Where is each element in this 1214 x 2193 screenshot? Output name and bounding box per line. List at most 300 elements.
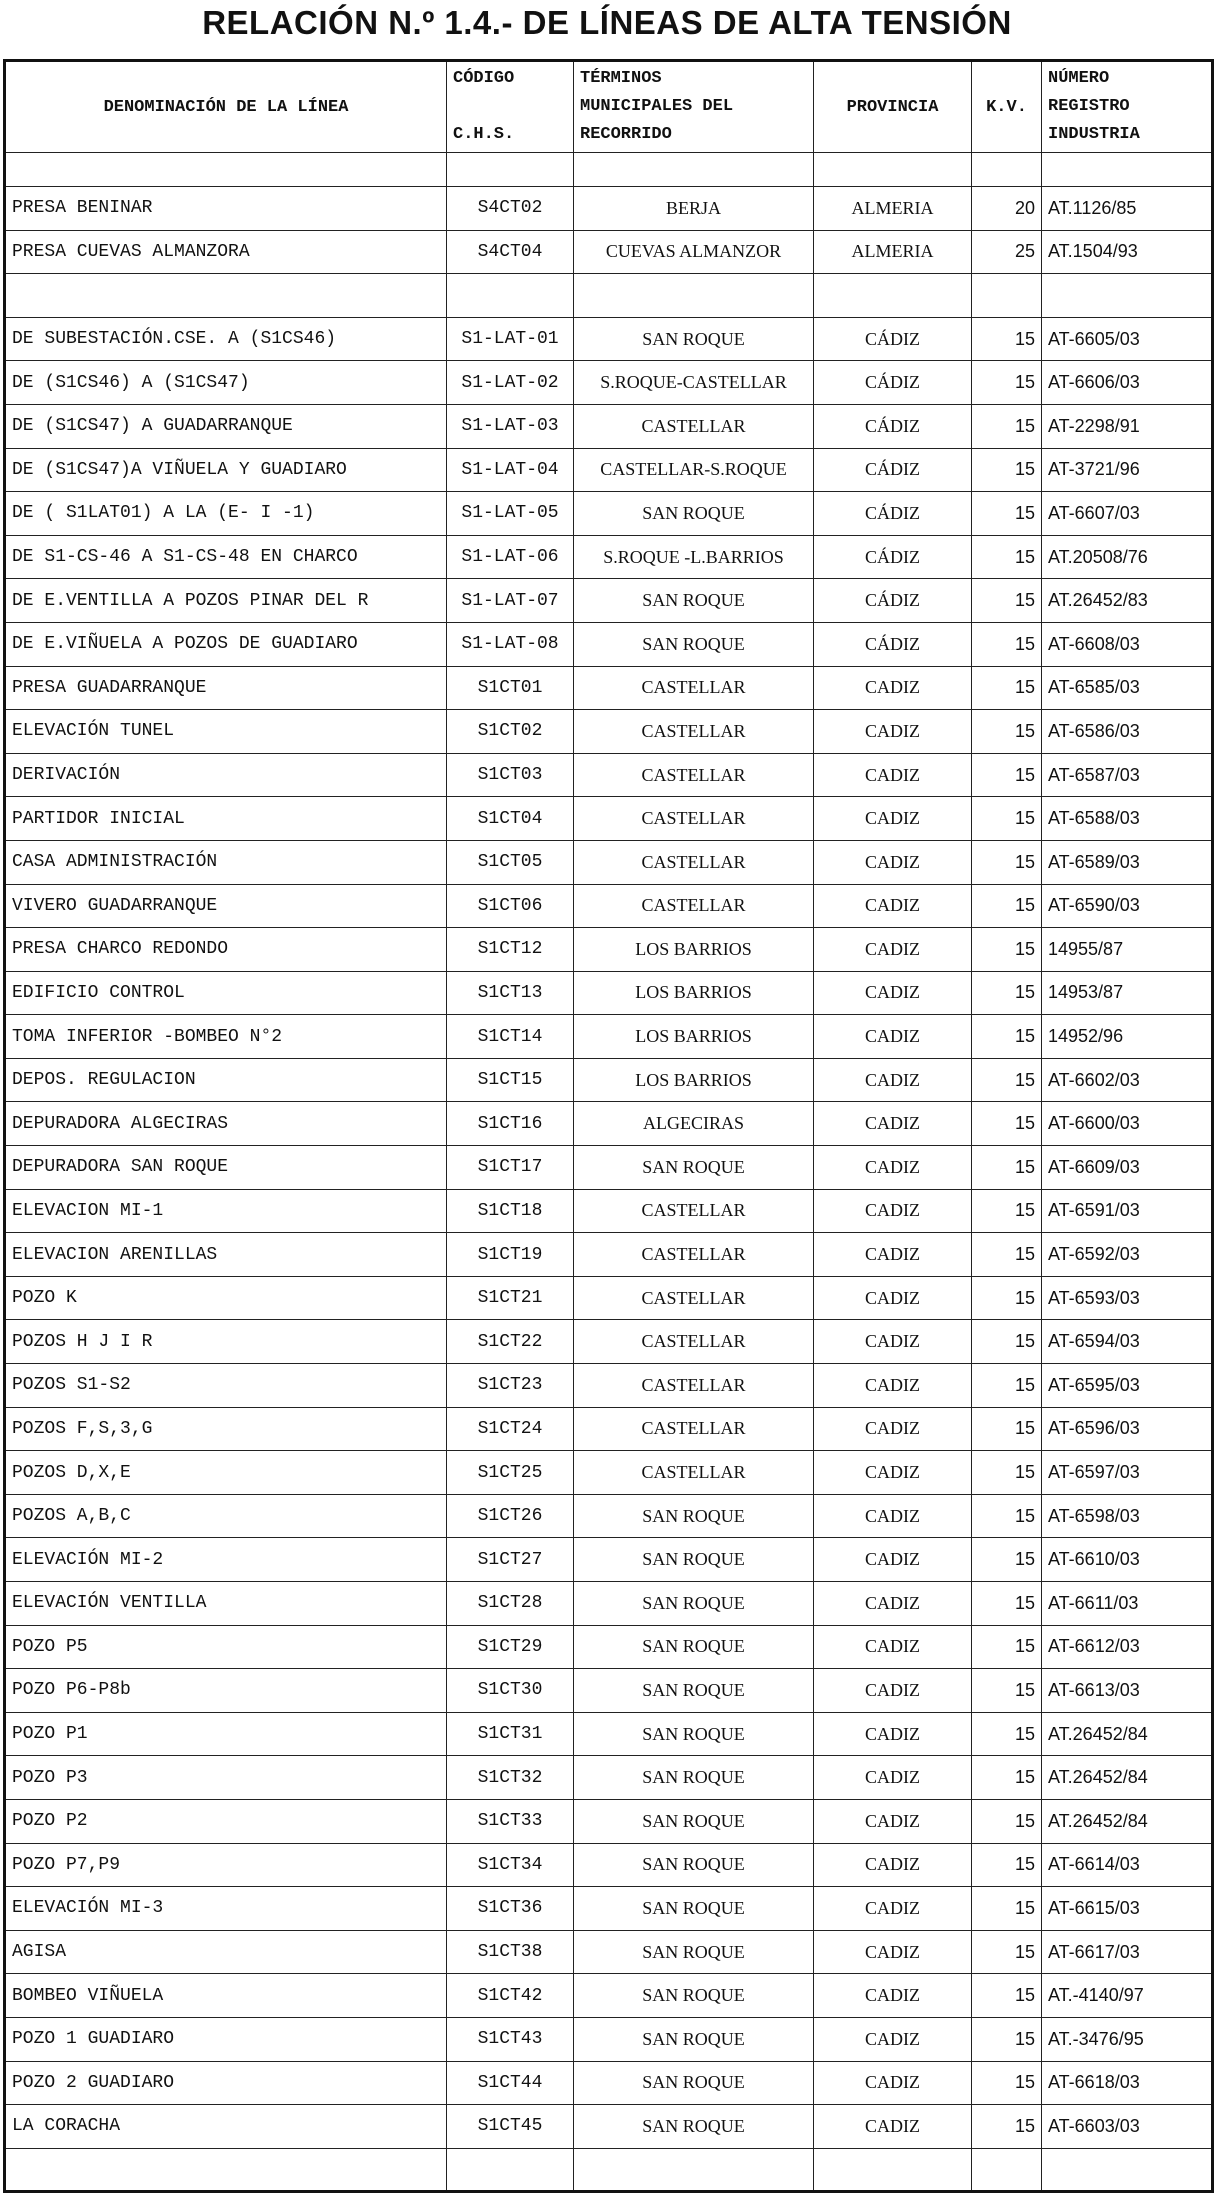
registry-cell xyxy=(1042,274,1213,318)
code-cell: S1CT38 xyxy=(447,1930,574,1974)
province-cell: CADIZ xyxy=(814,797,972,841)
line-name-cell: AGISA xyxy=(5,1930,447,1974)
kv-cell xyxy=(972,274,1042,318)
province-cell: CADIZ xyxy=(814,1538,972,1582)
registry-cell: AT-6608/03 xyxy=(1042,622,1213,666)
code-cell: S1CT18 xyxy=(447,1189,574,1233)
kv-cell: 25 xyxy=(972,230,1042,274)
line-name-cell xyxy=(5,153,447,187)
table-row xyxy=(5,1756,1213,1800)
table-row xyxy=(5,928,1213,972)
table-row xyxy=(5,1974,1213,2018)
municipality-cell: CASTELLAR xyxy=(574,840,814,884)
registry-cell: AT-6615/03 xyxy=(1042,1887,1213,1931)
line-name-cell: POZOS S1-S2 xyxy=(5,1364,447,1408)
line-name-cell: ELEVACIÓN MI-2 xyxy=(5,1538,447,1582)
kv-cell: 15 xyxy=(972,1364,1042,1408)
province-cell: CADIZ xyxy=(814,1058,972,1102)
code-cell: S1CT29 xyxy=(447,1625,574,1669)
municipality-cell: CASTELLAR xyxy=(574,710,814,754)
code-cell: S1CT45 xyxy=(447,2105,574,2149)
code-cell: S1CT42 xyxy=(447,1974,574,2018)
municipality-cell: LOS BARRIOS xyxy=(574,971,814,1015)
province-cell: CÁDIZ xyxy=(814,535,972,579)
line-name-cell: DE (S1CS46) A (S1CS47) xyxy=(5,361,447,405)
registry-cell: AT-6617/03 xyxy=(1042,1930,1213,1974)
table-row xyxy=(5,971,1213,1015)
kv-cell: 15 xyxy=(972,666,1042,710)
municipality-cell: SAN ROQUE xyxy=(574,1625,814,1669)
table-row xyxy=(5,1669,1213,1713)
kv-cell xyxy=(972,2148,1042,2192)
line-name-cell: PRESA GUADARRANQUE xyxy=(5,666,447,710)
code-cell: S4CT02 xyxy=(447,187,574,231)
province-cell: CADIZ xyxy=(814,1669,972,1713)
table-row xyxy=(5,1233,1213,1277)
municipality-cell: SAN ROQUE xyxy=(574,1712,814,1756)
municipality-cell: BERJA xyxy=(574,187,814,231)
table-row xyxy=(5,404,1213,448)
table-row xyxy=(5,1494,1213,1538)
municipality-cell: CASTELLAR xyxy=(574,797,814,841)
line-name-cell: BOMBEO VIÑUELA xyxy=(5,1974,447,2018)
municipality-cell: LOS BARRIOS xyxy=(574,1058,814,1102)
province-cell: CADIZ xyxy=(814,1146,972,1190)
municipality-cell: SAN ROQUE xyxy=(574,1974,814,2018)
kv-cell: 15 xyxy=(972,1276,1042,1320)
line-name-cell: EDIFICIO CONTROL xyxy=(5,971,447,1015)
province-cell: CADIZ xyxy=(814,1276,972,1320)
kv-cell: 15 xyxy=(972,1887,1042,1931)
province-cell: CÁDIZ xyxy=(814,404,972,448)
table-row xyxy=(5,666,1213,710)
province-cell: CADIZ xyxy=(814,1451,972,1495)
registry-cell: AT-6590/03 xyxy=(1042,884,1213,928)
kv-cell: 15 xyxy=(972,492,1042,536)
province-cell: CADIZ xyxy=(814,1233,972,1277)
registry-cell: AT-3721/96 xyxy=(1042,448,1213,492)
province-cell: CADIZ xyxy=(814,2105,972,2149)
table-row xyxy=(5,884,1213,928)
registry-cell: AT.-4140/97 xyxy=(1042,1974,1213,2018)
municipality-cell: LOS BARRIOS xyxy=(574,1015,814,1059)
province-cell: CÁDIZ xyxy=(814,579,972,623)
province-cell: CADIZ xyxy=(814,1974,972,2018)
registry-cell: AT-6603/03 xyxy=(1042,2105,1213,2149)
municipality-cell: SAN ROQUE xyxy=(574,579,814,623)
registry-cell: AT-6589/03 xyxy=(1042,840,1213,884)
table-row xyxy=(5,797,1213,841)
municipality-cell xyxy=(574,153,814,187)
line-name-cell: POZO P6-P8b xyxy=(5,1669,447,1713)
table-row-blank xyxy=(5,153,1213,187)
province-cell: CADIZ xyxy=(814,1320,972,1364)
registry-cell: AT-6596/03 xyxy=(1042,1407,1213,1451)
kv-cell: 15 xyxy=(972,2017,1042,2061)
province-cell: CADIZ xyxy=(814,1756,972,1800)
code-cell: S1CT13 xyxy=(447,971,574,1015)
line-name-cell: ELEVACION ARENILLAS xyxy=(5,1233,447,1277)
code-cell: S1-LAT-04 xyxy=(447,448,574,492)
table-row xyxy=(5,1625,1213,1669)
line-name-cell: TOMA INFERIOR -BOMBEO N°2 xyxy=(5,1015,447,1059)
table-row xyxy=(5,535,1213,579)
code-cell: S1-LAT-07 xyxy=(447,579,574,623)
line-name-cell: POZO 2 GUADIARO xyxy=(5,2061,447,2105)
kv-cell: 15 xyxy=(972,1756,1042,1800)
province-cell: CADIZ xyxy=(814,1102,972,1146)
table-row xyxy=(5,1015,1213,1059)
province-cell: CADIZ xyxy=(814,1189,972,1233)
registry-cell: AT.26452/84 xyxy=(1042,1756,1213,1800)
code-cell: S1CT03 xyxy=(447,753,574,797)
kv-cell: 15 xyxy=(972,840,1042,884)
code-cell: S1CT33 xyxy=(447,1799,574,1843)
kv-cell: 15 xyxy=(972,1146,1042,1190)
municipality-cell: SAN ROQUE xyxy=(574,622,814,666)
table-row-blank xyxy=(5,274,1213,318)
kv-cell: 15 xyxy=(972,579,1042,623)
line-name-cell: DE ( S1LAT01) A LA (E- I -1) xyxy=(5,492,447,536)
header-province: PROVINCIA xyxy=(814,61,972,153)
kv-cell: 15 xyxy=(972,2105,1042,2149)
registry-cell: AT-6593/03 xyxy=(1042,1276,1213,1320)
line-name-cell: POZOS D,X,E xyxy=(5,1451,447,1495)
line-name-cell xyxy=(5,274,447,318)
line-name-cell: POZOS H J I R xyxy=(5,1320,447,1364)
table-row xyxy=(5,753,1213,797)
line-name-cell: POZO P3 xyxy=(5,1756,447,1800)
table-row xyxy=(5,1189,1213,1233)
province-cell: CADIZ xyxy=(814,666,972,710)
registry-cell: AT-6594/03 xyxy=(1042,1320,1213,1364)
table-row xyxy=(5,710,1213,754)
registry-cell: AT.20508/76 xyxy=(1042,535,1213,579)
municipality-cell: SAN ROQUE xyxy=(574,1843,814,1887)
table-row xyxy=(5,2105,1213,2149)
code-cell xyxy=(447,274,574,318)
municipality-cell: CASTELLAR xyxy=(574,1407,814,1451)
line-name-cell: POZO P7,P9 xyxy=(5,1843,447,1887)
municipality-cell: SAN ROQUE xyxy=(574,1930,814,1974)
kv-cell: 15 xyxy=(972,1712,1042,1756)
code-cell: S1CT16 xyxy=(447,1102,574,1146)
registry-cell: AT-6609/03 xyxy=(1042,1146,1213,1190)
municipality-cell: S.ROQUE -L.BARRIOS xyxy=(574,535,814,579)
municipality-cell: SAN ROQUE xyxy=(574,1582,814,1626)
line-name-cell xyxy=(5,2148,447,2192)
province-cell: CADIZ xyxy=(814,1799,972,1843)
province-cell: CADIZ xyxy=(814,1930,972,1974)
kv-cell: 15 xyxy=(972,1407,1042,1451)
line-name-cell: DERIVACIÓN xyxy=(5,753,447,797)
table-row xyxy=(5,1320,1213,1364)
municipality-cell: SAN ROQUE xyxy=(574,1494,814,1538)
municipality-cell: LOS BARRIOS xyxy=(574,928,814,972)
kv-cell: 15 xyxy=(972,1974,1042,2018)
province-cell: CADIZ xyxy=(814,710,972,754)
line-name-cell: DE (S1CS47)A VIÑUELA Y GUADIARO xyxy=(5,448,447,492)
line-name-cell: POZOS F,S,3,G xyxy=(5,1407,447,1451)
line-name-cell: ELEVACION MI-1 xyxy=(5,1189,447,1233)
municipality-cell: CASTELLAR xyxy=(574,1451,814,1495)
province-cell xyxy=(814,2148,972,2192)
registry-cell: 14952/96 xyxy=(1042,1015,1213,1059)
header-registry: NÚMERO REGISTRO INDUSTRIA xyxy=(1042,61,1213,153)
registry-cell xyxy=(1042,2148,1213,2192)
province-cell: CADIZ xyxy=(814,1887,972,1931)
kv-cell: 15 xyxy=(972,317,1042,361)
province-cell: CADIZ xyxy=(814,2061,972,2105)
table-row xyxy=(5,492,1213,536)
registry-cell xyxy=(1042,153,1213,187)
municipality-cell: SAN ROQUE xyxy=(574,1538,814,1582)
municipality-cell: SAN ROQUE xyxy=(574,1669,814,1713)
municipality-cell: ALGECIRAS xyxy=(574,1102,814,1146)
municipality-cell: SAN ROQUE xyxy=(574,1799,814,1843)
table-row xyxy=(5,1799,1213,1843)
code-cell: S1CT19 xyxy=(447,1233,574,1277)
province-cell: ALMERIA xyxy=(814,230,972,274)
kv-cell: 15 xyxy=(972,2061,1042,2105)
province-cell: CADIZ xyxy=(814,840,972,884)
table-row xyxy=(5,1407,1213,1451)
code-cell: S1CT22 xyxy=(447,1320,574,1364)
kv-cell: 15 xyxy=(972,1494,1042,1538)
code-cell: S1CT25 xyxy=(447,1451,574,1495)
province-cell: CÁDIZ xyxy=(814,317,972,361)
line-name-cell: ELEVACIÓN MI-3 xyxy=(5,1887,447,1931)
municipality-cell: S.ROQUE-CASTELLAR xyxy=(574,361,814,405)
table-row xyxy=(5,1058,1213,1102)
header-name: DENOMINACIÓN DE LA LÍNEA xyxy=(5,61,447,153)
registry-cell: AT.26452/83 xyxy=(1042,579,1213,623)
province-cell: CÁDIZ xyxy=(814,492,972,536)
code-cell: S1-LAT-01 xyxy=(447,317,574,361)
municipality-cell: CASTELLAR xyxy=(574,1364,814,1408)
kv-cell: 15 xyxy=(972,448,1042,492)
registry-cell: AT-6612/03 xyxy=(1042,1625,1213,1669)
code-cell: S1CT24 xyxy=(447,1407,574,1451)
province-cell xyxy=(814,274,972,318)
kv-cell: 15 xyxy=(972,1625,1042,1669)
kv-cell: 15 xyxy=(972,1015,1042,1059)
municipality-cell: CASTELLAR xyxy=(574,404,814,448)
registry-cell: AT-6613/03 xyxy=(1042,1669,1213,1713)
line-name-cell: PARTIDOR INICIAL xyxy=(5,797,447,841)
code-cell: S1-LAT-08 xyxy=(447,622,574,666)
table-header-row xyxy=(5,61,1213,153)
table-row xyxy=(5,317,1213,361)
registry-cell: AT-6602/03 xyxy=(1042,1058,1213,1102)
code-cell: S1CT30 xyxy=(447,1669,574,1713)
line-name-cell: DEPURADORA ALGECIRAS xyxy=(5,1102,447,1146)
registry-cell: AT-6610/03 xyxy=(1042,1538,1213,1582)
registry-cell: AT-6598/03 xyxy=(1042,1494,1213,1538)
registry-cell: AT-6585/03 xyxy=(1042,666,1213,710)
province-cell: CADIZ xyxy=(814,971,972,1015)
kv-cell: 15 xyxy=(972,797,1042,841)
registry-cell: 14955/87 xyxy=(1042,928,1213,972)
code-cell xyxy=(447,2148,574,2192)
registry-cell: AT-6588/03 xyxy=(1042,797,1213,841)
table-row xyxy=(5,1146,1213,1190)
registry-cell: AT-6605/03 xyxy=(1042,317,1213,361)
province-cell: CADIZ xyxy=(814,1015,972,1059)
municipality-cell: SAN ROQUE xyxy=(574,317,814,361)
code-cell: S1CT21 xyxy=(447,1276,574,1320)
province-cell xyxy=(814,153,972,187)
line-name-cell: VIVERO GUADARRANQUE xyxy=(5,884,447,928)
registry-cell: AT-2298/91 xyxy=(1042,404,1213,448)
code-cell: S1CT43 xyxy=(447,2017,574,2061)
code-cell: S1CT12 xyxy=(447,928,574,972)
province-cell: CÁDIZ xyxy=(814,622,972,666)
registry-cell: AT.-3476/95 xyxy=(1042,2017,1213,2061)
table-row xyxy=(5,1930,1213,1974)
kv-cell: 15 xyxy=(972,1058,1042,1102)
province-cell: CADIZ xyxy=(814,928,972,972)
code-cell: S1CT44 xyxy=(447,2061,574,2105)
line-name-cell: POZO 1 GUADIARO xyxy=(5,2017,447,2061)
kv-cell: 15 xyxy=(972,753,1042,797)
registry-cell: AT-6595/03 xyxy=(1042,1364,1213,1408)
line-name-cell: DEPOS. REGULACION xyxy=(5,1058,447,1102)
high-voltage-lines-table xyxy=(3,59,1214,2193)
province-cell: CADIZ xyxy=(814,884,972,928)
code-cell: S1CT04 xyxy=(447,797,574,841)
registry-cell: AT-6586/03 xyxy=(1042,710,1213,754)
code-cell: S1CT28 xyxy=(447,1582,574,1626)
table-row xyxy=(5,1712,1213,1756)
code-cell: S1CT26 xyxy=(447,1494,574,1538)
code-cell xyxy=(447,153,574,187)
table-row xyxy=(5,622,1213,666)
table-row xyxy=(5,1451,1213,1495)
municipality-cell: SAN ROQUE xyxy=(574,492,814,536)
table-row xyxy=(5,1276,1213,1320)
kv-cell: 15 xyxy=(972,884,1042,928)
kv-cell: 15 xyxy=(972,535,1042,579)
municipality-cell: CASTELLAR xyxy=(574,1276,814,1320)
line-name-cell: DE S1-CS-46 A S1-CS-48 EN CHARCO xyxy=(5,535,447,579)
table-body xyxy=(5,153,1213,2192)
kv-cell: 15 xyxy=(972,404,1042,448)
line-name-cell: POZOS A,B,C xyxy=(5,1494,447,1538)
table-row xyxy=(5,187,1213,231)
code-cell: S1CT27 xyxy=(447,1538,574,1582)
line-name-cell: DE SUBESTACIÓN.CSE. A (S1CS46) xyxy=(5,317,447,361)
province-cell: CADIZ xyxy=(814,1843,972,1887)
line-name-cell: ELEVACIÓN TUNEL xyxy=(5,710,447,754)
registry-cell: AT-6591/03 xyxy=(1042,1189,1213,1233)
municipality-cell: SAN ROQUE xyxy=(574,2105,814,2149)
province-cell: CADIZ xyxy=(814,2017,972,2061)
municipality-cell: CASTELLAR xyxy=(574,1189,814,1233)
province-cell: CADIZ xyxy=(814,1582,972,1626)
kv-cell: 15 xyxy=(972,1189,1042,1233)
line-name-cell: PRESA BENINAR xyxy=(5,187,447,231)
registry-cell: AT-6611/03 xyxy=(1042,1582,1213,1626)
table-row xyxy=(5,1843,1213,1887)
line-name-cell: DE E.VENTILLA A POZOS PINAR DEL R xyxy=(5,579,447,623)
registry-cell: AT-6614/03 xyxy=(1042,1843,1213,1887)
line-name-cell: POZO P2 xyxy=(5,1799,447,1843)
table-row xyxy=(5,840,1213,884)
code-cell: S1-LAT-03 xyxy=(447,404,574,448)
line-name-cell: POZO P1 xyxy=(5,1712,447,1756)
table-row xyxy=(5,230,1213,274)
province-cell: CÁDIZ xyxy=(814,361,972,405)
kv-cell: 15 xyxy=(972,1843,1042,1887)
line-name-cell: ELEVACIÓN VENTILLA xyxy=(5,1582,447,1626)
table-row xyxy=(5,1887,1213,1931)
header-kv: K.V. xyxy=(972,61,1042,153)
municipality-cell: CASTELLAR xyxy=(574,753,814,797)
registry-cell: AT-6606/03 xyxy=(1042,361,1213,405)
kv-cell: 15 xyxy=(972,1233,1042,1277)
code-cell: S1CT36 xyxy=(447,1887,574,1931)
code-cell: S1CT15 xyxy=(447,1058,574,1102)
table-row xyxy=(5,448,1213,492)
province-cell: CADIZ xyxy=(814,1364,972,1408)
municipality-cell: CASTELLAR xyxy=(574,884,814,928)
registry-cell: AT-6618/03 xyxy=(1042,2061,1213,2105)
code-cell: S1CT32 xyxy=(447,1756,574,1800)
line-name-cell: DE (S1CS47) A GUADARRANQUE xyxy=(5,404,447,448)
municipality-cell: SAN ROQUE xyxy=(574,2061,814,2105)
province-cell: CADIZ xyxy=(814,1494,972,1538)
kv-cell: 15 xyxy=(972,1538,1042,1582)
code-cell: S1CT34 xyxy=(447,1843,574,1887)
kv-cell: 15 xyxy=(972,622,1042,666)
province-cell: CADIZ xyxy=(814,1625,972,1669)
code-cell: S1-LAT-05 xyxy=(447,492,574,536)
header-municipalities: TÉRMINOS MUNICIPALES DEL RECORRIDO xyxy=(574,61,814,153)
registry-cell: AT.1504/93 xyxy=(1042,230,1213,274)
table-row xyxy=(5,2061,1213,2105)
kv-cell: 15 xyxy=(972,710,1042,754)
municipality-cell: SAN ROQUE xyxy=(574,1887,814,1931)
municipality-cell: SAN ROQUE xyxy=(574,1756,814,1800)
municipality-cell: CUEVAS ALMANZOR xyxy=(574,230,814,274)
province-cell: ALMERIA xyxy=(814,187,972,231)
registry-cell: 14953/87 xyxy=(1042,971,1213,1015)
kv-cell: 15 xyxy=(972,1669,1042,1713)
municipality-cell: CASTELLAR xyxy=(574,666,814,710)
registry-cell: AT-6587/03 xyxy=(1042,753,1213,797)
registry-cell: AT-6607/03 xyxy=(1042,492,1213,536)
registry-cell: AT.26452/84 xyxy=(1042,1712,1213,1756)
municipality-cell: CASTELLAR xyxy=(574,1233,814,1277)
line-name-cell: CASA ADMINISTRACIÓN xyxy=(5,840,447,884)
registry-cell: AT.1126/85 xyxy=(1042,187,1213,231)
kv-cell: 15 xyxy=(972,1582,1042,1626)
line-name-cell: POZO P5 xyxy=(5,1625,447,1669)
code-cell: S1-LAT-02 xyxy=(447,361,574,405)
page-title: RELACIÓN N.º 1.4.- DE LÍNEAS DE ALTA TENSIÓN xyxy=(202,4,1012,41)
code-cell: S1CT02 xyxy=(447,710,574,754)
line-name-cell: DEPURADORA SAN ROQUE xyxy=(5,1146,447,1190)
registry-cell: AT-6592/03 xyxy=(1042,1233,1213,1277)
code-cell: S1CT14 xyxy=(447,1015,574,1059)
registry-cell: AT-6600/03 xyxy=(1042,1102,1213,1146)
kv-cell xyxy=(972,153,1042,187)
code-cell: S1CT06 xyxy=(447,884,574,928)
code-cell: S1-LAT-06 xyxy=(447,535,574,579)
table-row xyxy=(5,1102,1213,1146)
kv-cell: 20 xyxy=(972,187,1042,231)
